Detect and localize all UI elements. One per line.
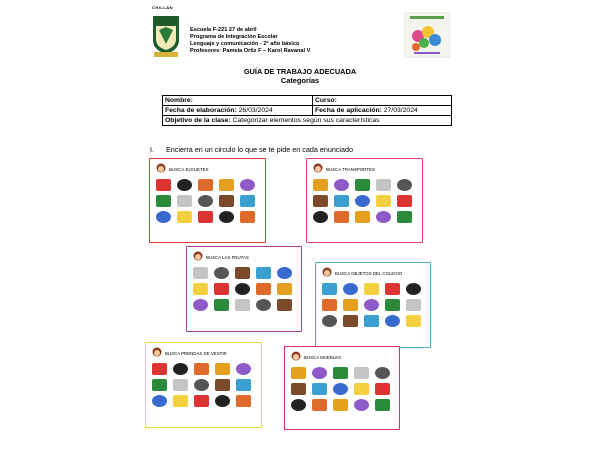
picture-item xyxy=(312,399,327,411)
card-fruits xyxy=(186,246,302,332)
picture-item xyxy=(333,367,348,379)
picture-item xyxy=(397,195,412,207)
picture-item xyxy=(235,299,250,311)
card-header xyxy=(156,163,209,175)
picture-item xyxy=(198,195,213,207)
picture-item xyxy=(397,211,412,223)
card-header xyxy=(313,163,375,175)
picture-item xyxy=(173,395,188,407)
picture-item xyxy=(385,315,400,327)
picture-item xyxy=(291,383,306,395)
picture-item xyxy=(198,211,213,223)
picture-item xyxy=(214,267,229,279)
school-crest-logo xyxy=(150,14,182,58)
picture-item xyxy=(240,195,255,207)
course-label: Curso: xyxy=(313,96,452,106)
picture-item xyxy=(334,211,349,223)
picture-item xyxy=(355,179,370,191)
picture-item xyxy=(354,383,369,395)
picture-item xyxy=(312,367,327,379)
program-logo xyxy=(404,12,450,58)
picture-item xyxy=(256,283,271,295)
picture-item xyxy=(177,179,192,191)
card-items xyxy=(193,267,295,327)
card-label: BUSCA LAS FRUTAS xyxy=(206,254,249,260)
card-header xyxy=(193,251,249,263)
card-school-objects xyxy=(315,262,431,348)
picture-item xyxy=(173,363,188,375)
picture-item xyxy=(312,383,327,395)
picture-item xyxy=(198,179,213,191)
title-line-1: GUÍA DE TRABAJO ADECUADA xyxy=(243,67,357,76)
name-label: Nombre: xyxy=(163,96,313,106)
picture-item xyxy=(173,379,188,391)
picture-item xyxy=(219,211,234,223)
picture-item xyxy=(313,211,328,223)
elaboration-date-value: 26/03/2024 xyxy=(236,107,273,114)
instruction-text: Encierra en un circulo lo que se te pide en cada enunciado xyxy=(166,145,354,154)
picture-item xyxy=(156,211,171,223)
picture-item xyxy=(313,179,328,191)
picture-item xyxy=(354,367,369,379)
picture-item xyxy=(406,315,421,327)
picture-item xyxy=(215,379,230,391)
picture-item xyxy=(214,299,229,311)
picture-item xyxy=(235,283,250,295)
picture-item xyxy=(333,399,348,411)
picture-item xyxy=(277,283,292,295)
card-label: BUSCA OBJETOS DEL COLEGIO xyxy=(335,270,403,276)
picture-item xyxy=(375,367,390,379)
objective-cell xyxy=(163,116,452,126)
girl-face-icon xyxy=(193,251,203,263)
instruction xyxy=(150,145,353,154)
picture-item xyxy=(376,179,391,191)
picture-item xyxy=(397,179,412,191)
title-line-2: Categorías xyxy=(280,76,320,85)
card-items xyxy=(313,179,416,238)
elaboration-date-cell xyxy=(163,106,313,116)
card-items xyxy=(291,367,393,425)
application-date-value: 27/03/2024 xyxy=(381,107,418,114)
picture-item xyxy=(152,395,167,407)
picture-item xyxy=(322,315,337,327)
application-date-label: Fecha de aplicación: xyxy=(315,107,382,114)
card-transport xyxy=(306,158,423,243)
card-items xyxy=(152,363,255,423)
picture-item xyxy=(376,195,391,207)
picture-item xyxy=(156,179,171,191)
picture-item xyxy=(364,299,379,311)
card-furniture xyxy=(284,346,400,430)
school-name: Escuela F-221 27 de abril xyxy=(190,27,257,33)
picture-item xyxy=(152,363,167,375)
picture-item xyxy=(291,367,306,379)
girl-face-icon xyxy=(313,163,323,175)
picture-item xyxy=(277,299,292,311)
picture-item xyxy=(193,283,208,295)
application-date-cell xyxy=(313,106,452,116)
picture-item xyxy=(385,283,400,295)
picture-item xyxy=(322,283,337,295)
subject-name: Lenguaje y comunicación - 2° año básico xyxy=(190,41,300,47)
picture-item xyxy=(236,379,251,391)
school-header xyxy=(190,27,310,55)
card-header xyxy=(322,267,402,279)
picture-item xyxy=(152,379,167,391)
picture-item xyxy=(194,379,209,391)
card-items xyxy=(156,179,259,238)
picture-item xyxy=(215,363,230,375)
picture-item xyxy=(376,211,391,223)
picture-item xyxy=(236,363,251,375)
picture-item xyxy=(334,195,349,207)
teachers-name: Profesores: Pamela Ortiz F – Karol Ravanal V xyxy=(190,48,311,54)
girl-face-icon xyxy=(322,267,332,279)
picture-item xyxy=(236,395,251,407)
objective-label: Objetivo de la clase: xyxy=(165,117,231,124)
instruction-number: I. xyxy=(150,145,154,154)
picture-item xyxy=(194,395,209,407)
info-table xyxy=(162,95,452,126)
picture-item xyxy=(214,283,229,295)
picture-item xyxy=(219,179,234,191)
picture-item xyxy=(354,399,369,411)
picture-item xyxy=(355,211,370,223)
picture-item xyxy=(333,383,348,395)
picture-item xyxy=(375,399,390,411)
picture-item xyxy=(385,299,400,311)
picture-item xyxy=(406,283,421,295)
picture-item xyxy=(375,383,390,395)
card-header xyxy=(291,351,341,363)
picture-item xyxy=(156,195,171,207)
picture-item xyxy=(215,395,230,407)
picture-item xyxy=(291,399,306,411)
picture-item xyxy=(256,267,271,279)
picture-item xyxy=(219,195,234,207)
card-label: BUSCA MUEBLES xyxy=(304,354,342,360)
elaboration-date-label: Fecha de elaboración: xyxy=(165,107,237,114)
picture-item xyxy=(240,211,255,223)
card-label: BUSCA TRANSPORTES xyxy=(326,166,375,172)
picture-item xyxy=(194,363,209,375)
card-toys xyxy=(149,158,266,243)
picture-item xyxy=(364,283,379,295)
girl-face-icon xyxy=(291,351,301,363)
objective-value: Categorizar elementos según sus características xyxy=(230,117,380,124)
picture-item xyxy=(334,179,349,191)
card-items xyxy=(322,283,424,343)
picture-item xyxy=(343,299,358,311)
picture-item xyxy=(193,299,208,311)
picture-item xyxy=(177,195,192,207)
picture-item xyxy=(343,315,358,327)
picture-item xyxy=(240,179,255,191)
card-header xyxy=(152,347,227,359)
girl-face-icon xyxy=(152,347,162,359)
picture-item xyxy=(406,299,421,311)
card-label: BUSCA JUGUETES xyxy=(169,166,209,172)
picture-item xyxy=(277,267,292,279)
picture-item xyxy=(322,299,337,311)
picture-item xyxy=(364,315,379,327)
school-crest-text: CHILLÁN xyxy=(152,5,174,10)
card-label: BUSCA PRENDAS DE VESTIR xyxy=(165,350,227,356)
program-name: Programa de Integración Escolar xyxy=(190,34,278,40)
picture-item xyxy=(193,267,208,279)
picture-item xyxy=(313,195,328,207)
page-title xyxy=(0,67,600,85)
picture-item xyxy=(256,299,271,311)
picture-item xyxy=(355,195,370,207)
picture-item xyxy=(235,267,250,279)
picture-item xyxy=(177,211,192,223)
girl-face-icon xyxy=(156,163,166,175)
card-clothes xyxy=(145,342,262,428)
picture-item xyxy=(343,283,358,295)
